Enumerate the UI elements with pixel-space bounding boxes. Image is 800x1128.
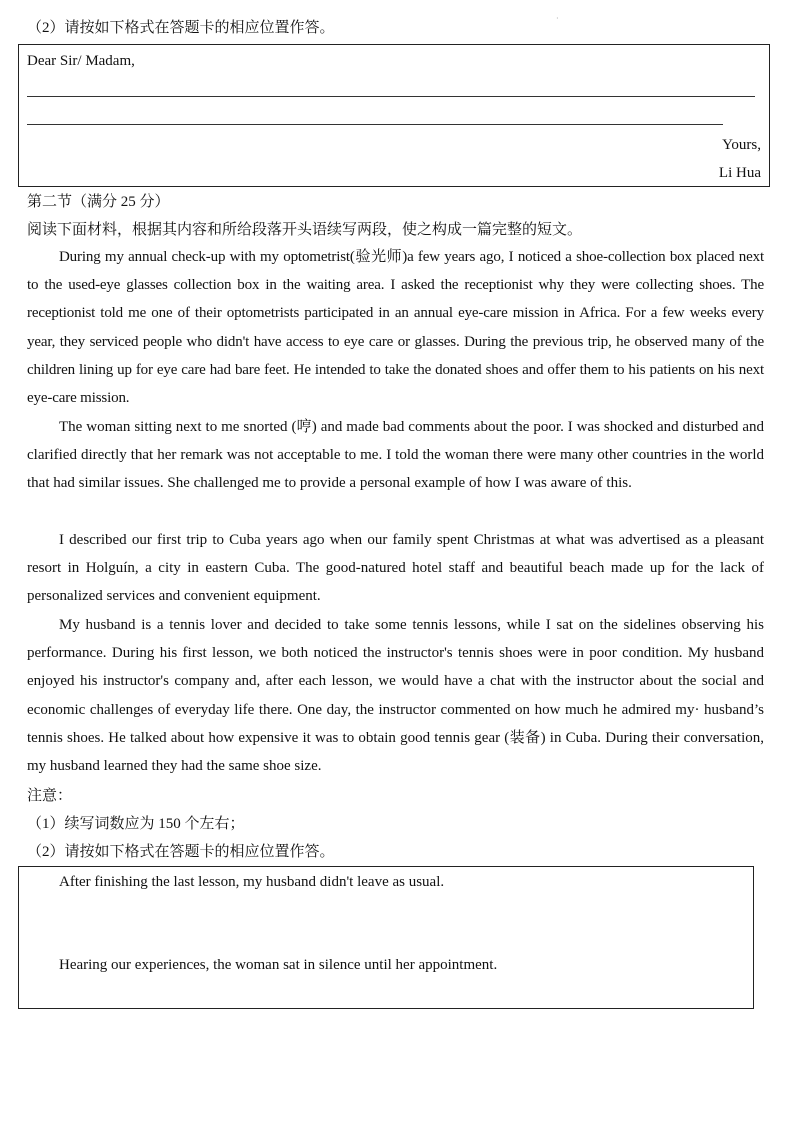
story-paragraph-3: I described our first trip to Cuba years ago when our family spent Christmas at what was advertised as a pleasant resort in Holguín, a city in eastern Cuba. The good-natured hotel staff and beautiful beach made up for the lack of personalized services and convenient equipment.: [27, 532, 764, 605]
notes-title: 注意：: [27, 788, 73, 804]
top-instruction: （2）请按如下格式在答题卡的相应位置作答。: [27, 20, 335, 36]
letter-greeting: Dear Sir/ Madam,: [27, 53, 135, 69]
story-paragraph-4: My husband is a tennis lover and decided to take some tennis lessons, while I sat on the sidelines observing his performance. During his first lesson, we both noticed the instructor's tennis shoes were in poor condition. My husband enjoyed his instructor's company and, after each lesson, we would have a chat with the instructor about the social and economic challenges of everyday life there. One day, the instructor commented on how much he admired my· husband’s tennis shoes. He talked about how expensive it was to obtain good tennis gear (装备) in Cuba. During their conversation, my husband learned they had the same shoe size.: [27, 617, 764, 775]
story-paragraph-1: During my annual check-up with my optometrist(验光师)a few years ago, I noticed a shoe-collection box placed next to the used-eye glasses collection box in the waiting area. I asked the receptionist why they were collecting shoes. The receptionist told me one of their optometrists participated in an annual eye-care mission in Africa. For a few weeks every year, they serviced people who didn't have access to eye care or glasses. During the previous trip, he observed many of the children lining up for eye care had bare feet. He intended to take the donated shoes and offer them to his patients on his next eye-care mission.: [27, 249, 764, 407]
story-paragraph-2: The woman sitting next to me snorted (哼) and made bad comments about the poor. I was shocked and disturbed and clarified directly that her remark was not acceptable to me. I told the woman there were many other countries in the world that had similar issues. She challenged me to provide a personal example of how I was aware of this.: [27, 419, 764, 492]
scan-mark: ·: [556, 14, 559, 23]
notes-item-1: （1）续写词数应为 150 个左右；: [27, 816, 245, 832]
answer-box: [18, 866, 754, 1009]
continuation-opener-1: After finishing the last lesson, my husband didn't leave as usual.: [59, 874, 445, 890]
letter-format-box: [18, 44, 770, 187]
notes-item-2: （2）请按如下格式在答题卡的相应位置作答。: [27, 844, 335, 860]
continuation-opener-2: Hearing our experiences, the woman sat in silence until her appointment.: [59, 957, 498, 973]
writing-line-2: [27, 124, 723, 125]
section-heading: 第二节（满分 25 分）: [27, 194, 170, 210]
letter-signature: Li Hua: [718, 165, 761, 181]
writing-line-1: [27, 96, 755, 97]
section-instruction: 阅读下面材料，根据其内容和所给段落开头语续写两段，使之构成一篇完整的短文。: [27, 222, 583, 238]
letter-closing: Yours,: [722, 137, 761, 153]
